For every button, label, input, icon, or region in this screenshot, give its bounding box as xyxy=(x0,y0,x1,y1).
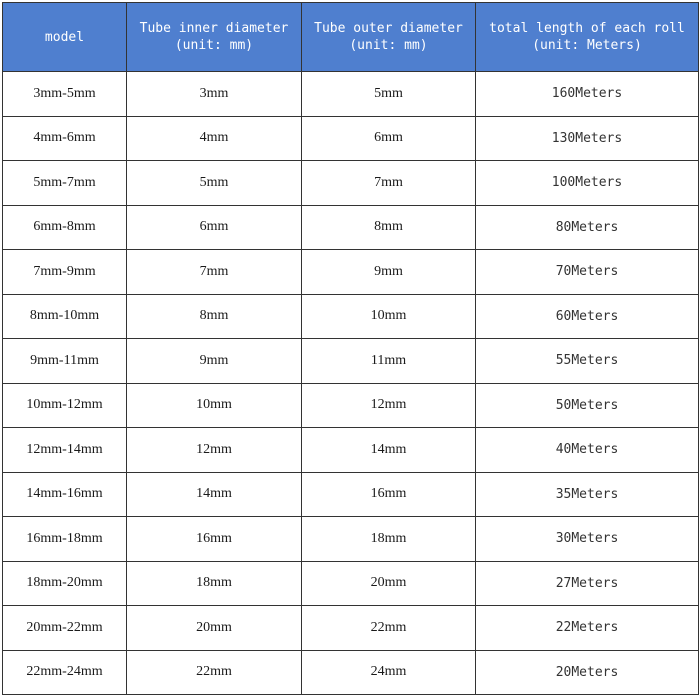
table-row xyxy=(3,339,699,384)
cell-model: 7mm-9mm xyxy=(3,250,127,295)
cell-model: 22mm-24mm xyxy=(3,650,127,695)
cell-inner-diameter: 18mm xyxy=(127,561,302,606)
cell-inner-diameter: 22mm xyxy=(127,650,302,695)
cell-outer-diameter: 9mm xyxy=(302,250,476,295)
cell-roll-length: 70Meters xyxy=(476,250,699,295)
cell-outer-diameter: 12mm xyxy=(302,383,476,428)
cell-inner-diameter: 14mm xyxy=(127,472,302,517)
cell-model: 10mm-12mm xyxy=(3,383,127,428)
cell-roll-length: 130Meters xyxy=(476,116,699,161)
table-row xyxy=(3,250,699,295)
cell-model: 14mm-16mm xyxy=(3,472,127,517)
table-row xyxy=(3,205,699,250)
table-row xyxy=(3,428,699,473)
cell-inner-diameter: 9mm xyxy=(127,339,302,384)
cell-outer-diameter: 7mm xyxy=(302,161,476,206)
cell-inner-diameter: 7mm xyxy=(127,250,302,295)
cell-roll-length: 80Meters xyxy=(476,205,699,250)
cell-outer-diameter: 14mm xyxy=(302,428,476,473)
cell-roll-length: 35Meters xyxy=(476,472,699,517)
cell-inner-diameter: 8mm xyxy=(127,294,302,339)
cell-model: 4mm-6mm xyxy=(3,116,127,161)
cell-model: 5mm-7mm xyxy=(3,161,127,206)
cell-roll-length: 100Meters xyxy=(476,161,699,206)
cell-outer-diameter: 24mm xyxy=(302,650,476,695)
table-row xyxy=(3,294,699,339)
table-header xyxy=(3,3,699,72)
header-model xyxy=(3,3,127,72)
cell-roll-length: 27Meters xyxy=(476,561,699,606)
header-roll-length-title: total length of each roll xyxy=(489,21,685,36)
table-row xyxy=(3,650,699,695)
header-outer-diameter-unit: (unit: mm) xyxy=(349,38,428,53)
header-inner-diameter-title: Tube inner diameter xyxy=(139,21,289,36)
header-inner-diameter xyxy=(127,3,302,72)
cell-model: 6mm-8mm xyxy=(3,205,127,250)
header-model-title: model xyxy=(44,29,85,45)
cell-outer-diameter: 16mm xyxy=(302,472,476,517)
cell-outer-diameter: 20mm xyxy=(302,561,476,606)
cell-outer-diameter: 11mm xyxy=(302,339,476,384)
header-roll-length-unit: (unit: Meters) xyxy=(532,38,642,53)
table-row xyxy=(3,606,699,651)
cell-roll-length: 55Meters xyxy=(476,339,699,384)
cell-inner-diameter: 16mm xyxy=(127,517,302,562)
table-row xyxy=(3,72,699,117)
cell-roll-length: 50Meters xyxy=(476,383,699,428)
table-body xyxy=(3,72,699,695)
cell-inner-diameter: 20mm xyxy=(127,606,302,651)
table-row xyxy=(3,161,699,206)
header-inner-diameter-unit: (unit: mm) xyxy=(174,38,254,53)
cell-model: 16mm-18mm xyxy=(3,517,127,562)
cell-inner-diameter: 12mm xyxy=(127,428,302,473)
cell-model: 20mm-22mm xyxy=(3,606,127,651)
table-row xyxy=(3,561,699,606)
cell-model: 8mm-10mm xyxy=(3,294,127,339)
cell-model: 12mm-14mm xyxy=(3,428,127,473)
cell-roll-length: 40Meters xyxy=(476,428,699,473)
header-roll-length xyxy=(476,3,699,72)
table-row xyxy=(3,116,699,161)
cell-inner-diameter: 10mm xyxy=(127,383,302,428)
cell-outer-diameter: 8mm xyxy=(302,205,476,250)
cell-inner-diameter: 5mm xyxy=(127,161,302,206)
cell-roll-length: 22Meters xyxy=(476,606,699,651)
cell-outer-diameter: 10mm xyxy=(302,294,476,339)
table-row xyxy=(3,472,699,517)
table-row xyxy=(3,517,699,562)
cell-inner-diameter: 6mm xyxy=(127,205,302,250)
header-row xyxy=(3,3,699,72)
cell-inner-diameter: 4mm xyxy=(127,116,302,161)
cell-roll-length: 60Meters xyxy=(476,294,699,339)
header-outer-diameter-title: Tube outer diameter xyxy=(314,21,463,36)
cell-model: 18mm-20mm xyxy=(3,561,127,606)
header-outer-diameter xyxy=(302,3,476,72)
table-row xyxy=(3,383,699,428)
cell-outer-diameter: 6mm xyxy=(302,116,476,161)
cell-model: 9mm-11mm xyxy=(3,339,127,384)
tube-spec-table xyxy=(2,2,699,695)
cell-roll-length: 30Meters xyxy=(476,517,699,562)
cell-outer-diameter: 18mm xyxy=(302,517,476,562)
cell-model: 3mm-5mm xyxy=(3,72,127,117)
cell-inner-diameter: 3mm xyxy=(127,72,302,117)
cell-roll-length: 160Meters xyxy=(476,72,699,117)
cell-outer-diameter: 22mm xyxy=(302,606,476,651)
cell-outer-diameter: 5mm xyxy=(302,72,476,117)
cell-roll-length: 20Meters xyxy=(476,650,699,695)
